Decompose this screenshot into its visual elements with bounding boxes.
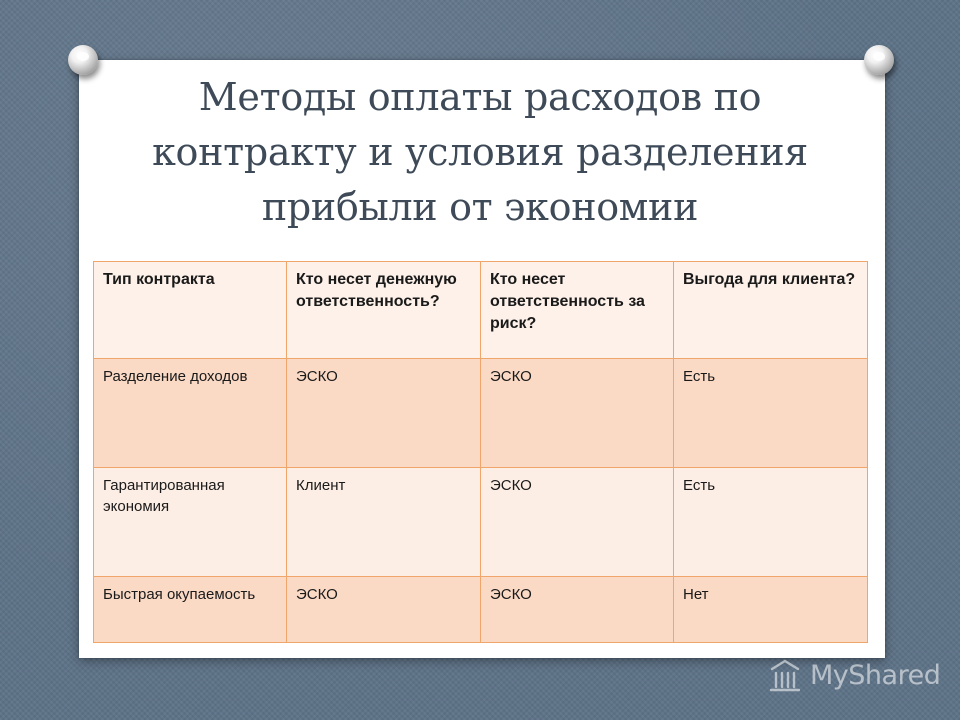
cell-financial-responsibility: ЭСКО [287, 359, 481, 468]
cell-financial-responsibility: ЭСКО [287, 577, 481, 643]
table-row [94, 468, 868, 577]
header-risk-responsibility: Кто несет ответственность за риск? [481, 262, 674, 359]
pushpin-icon [864, 45, 894, 75]
cell-contract-type: Быстрая окупаемость [94, 577, 287, 643]
cell-risk-responsibility: ЭСКО [481, 577, 674, 643]
table-header-row [94, 262, 868, 359]
contract-table [93, 261, 868, 643]
cell-financial-responsibility: Клиент [287, 468, 481, 577]
watermark-text: MyShared [810, 659, 941, 691]
cell-client-benefit: Есть [674, 468, 868, 577]
table-row [94, 577, 868, 643]
building-logo-icon [768, 657, 802, 693]
cell-risk-responsibility: ЭСКО [481, 359, 674, 468]
cell-contract-type: Разделение доходов [94, 359, 287, 468]
header-contract-type: Тип контракта [94, 262, 287, 359]
pushpin-icon [68, 45, 98, 75]
cell-risk-responsibility: ЭСКО [481, 468, 674, 577]
table-row [94, 359, 868, 468]
cell-contract-type: Гарантированная экономия [94, 468, 287, 577]
cell-client-benefit: Есть [674, 359, 868, 468]
header-client-benefit: Выгода для клиента? [674, 262, 868, 359]
cell-client-benefit: Нет [674, 577, 868, 643]
header-financial-responsibility: Кто несет денежную ответственность? [287, 262, 481, 359]
slide-title: Методы оплаты расходов по контракту и условия разделения прибыли от экономии [152, 75, 808, 229]
watermark [768, 655, 940, 695]
